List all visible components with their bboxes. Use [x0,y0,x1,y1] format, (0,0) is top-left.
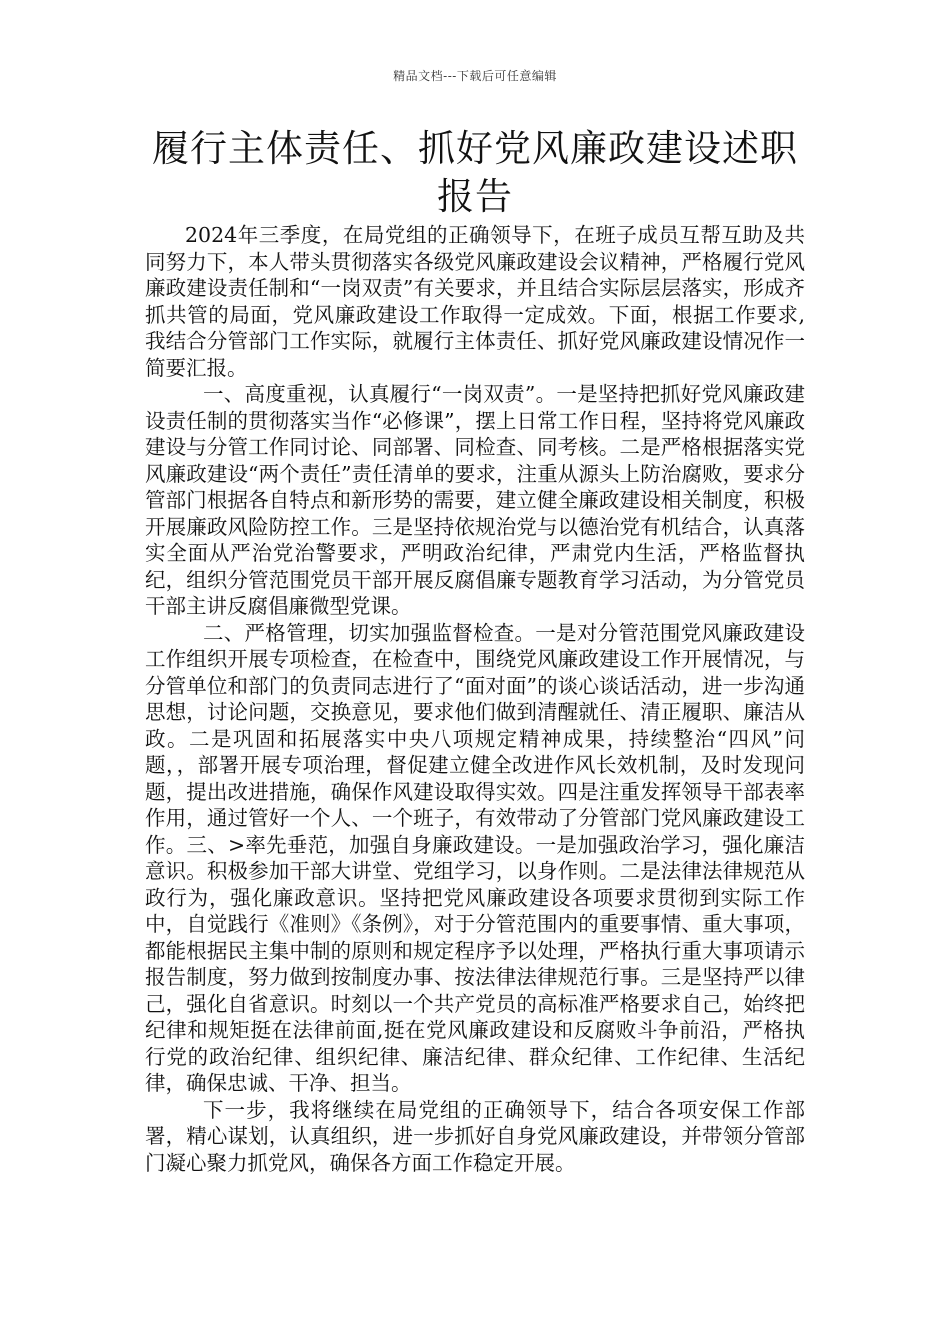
document-title: 履行主体责任、抓好党风廉政建设述职报告 [152,127,798,218]
paragraph-section-1: 一、高度重视，认真履行“一岗双责”。一是坚持把抓好党风廉政建设责任制的贯彻落实当作“必修课”，摆上日常工作日程，坚持将党风廉政建设与分管工作同讨论、同部署、同检查、同考核。二是严格根据落实党风廉政建设“两个责任”责任清单的要求，注重从源头上防治腐败，要求分管部门根据各自特点和新形势的需要，建立健全廉政建设相关制度，积极开展廉政风险防控工作。三是坚持依规治党与以德治党有机结合，认真落实全面从严治党治警要求，严明政治纪律，严肃党内生活，严格监督执纪，组织分管范围党员干部开展反腐倡廉专题教育学习活动，为分管党员干部主讲反腐倡廉微型党课。 [145,382,805,618]
header-note: 精品文档---下载后可任意编辑 [393,69,557,83]
paragraph-section-2: 二、严格管理，切实加强监督检查。一是对分管范围党风廉政建设工作组织开展专项检查，在检查中，围绕党风廉政建设工作开展情况，与分管单位和部门的负责同志进行了“面对面”的谈心谈话活动，进一步沟通思想，讨论问题，交换意见，要求他们做到清醒就任、清正履职、廉洁从政。二是巩固和拓展落实中央八项规定精神成果，持续整治“四风”问题，，部署开展专项治理，督促建立健全改进作风长效机制，及时发现问题，提出改进措施，确保作风建设取得实效。四是注重发挥领导干部表率作用，通过管好一个人、一个班子，有效带动了分管部门党风廉政建设工作。三、>率先垂范，加强自身廉政建设。一是加强政治学习，强化廉洁意识。积极参加干部大讲堂、党组学习，以身作则。二是法律法律规范从政行为，强化廉政意识。坚持把党风廉政建设各项要求贯彻到实际工作中，自觉践行《准则》《条例》，对于分管范围内的重要事情、重大事项，都能根据民主集中制的原则和规定程序予以处理，严格执行重大事项请示报告制度，努力做到按制度办事、按法律法律规范行事。三是坚持严以律己，强化自省意识。时刻以一个共产党员的高标准严格要求自己，始终把纪律和规矩挺在法律前面,挺在党风廉政建设和反腐败斗争前沿，严格执行党的政治纪律、组织纪律、廉洁纪律、群众纪律、工作纪律、生活纪律，确保忠诚、干净、担当。 [145,620,805,1095]
document-body [145,222,805,1176]
paragraph-intro: 2024年三季度，在局党组的正确领导下，在班子成员互帮互助及共同努力下，本人带头贯彻落实各级党风廉政建设会议精神，严格履行党风廉政建设责任制和“一岗双责”有关要求，并且结合实际层层落实，形成齐抓共管的局面，党风廉政建设工作取得一定成效。下面，根据工作要求,我结合分管部门工作实际，就履行主体责任、抓好党风廉政建设情况作一简要汇报。 [145,223,805,380]
paragraph-next-steps: 下一步，我将继续在局党组的正确领导下，结合各项安保工作部署，精心谋划，认真组织，进一步抓好自身党风廉政建设，并带领分管部门凝心聚力抓党风，确保各方面工作稳定开展。 [145,1097,805,1175]
